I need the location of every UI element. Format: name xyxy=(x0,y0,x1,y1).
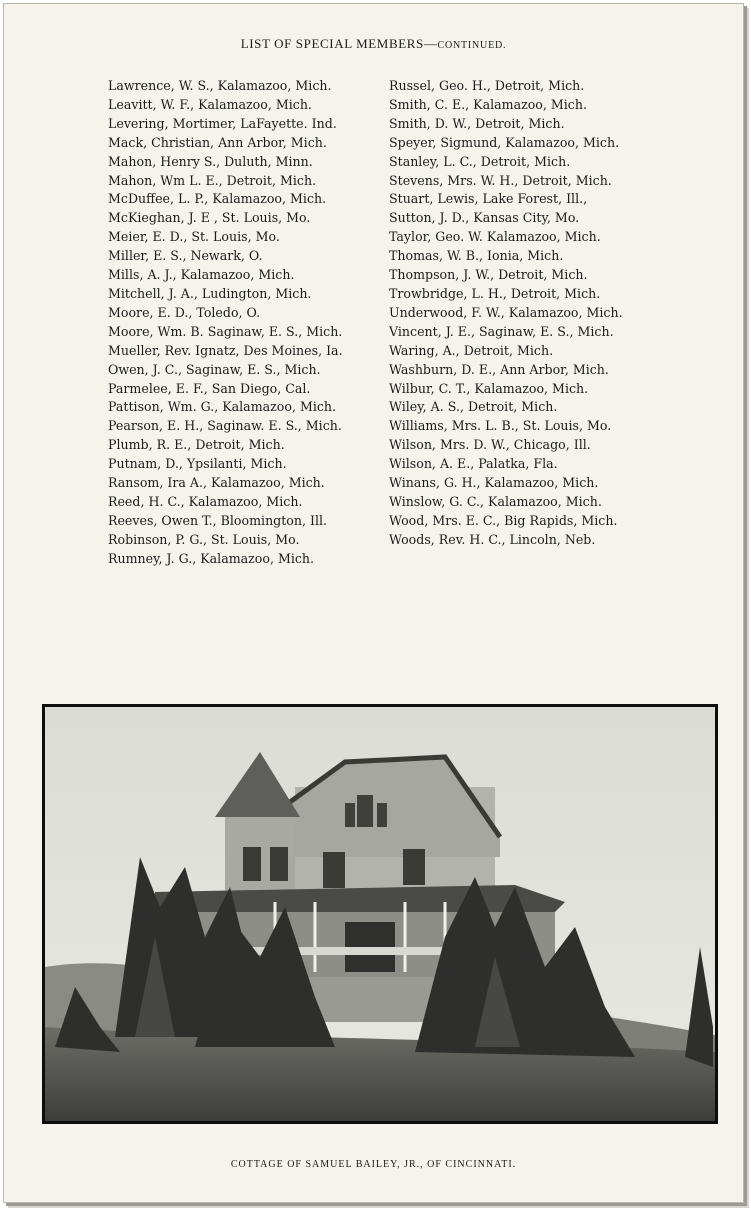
member-entry: Russel, Geo. H., Detroit, Mich. xyxy=(389,78,585,93)
member-entry: Winslow, G. C., Kalamazoo, Mich. xyxy=(389,493,602,509)
cottage-photograph xyxy=(42,704,718,1124)
member-entry: Putnam, D., Ypsilanti, Mich. xyxy=(108,456,287,472)
member-entry: McKieghan, J. E , St. Louis, Mo. xyxy=(108,210,311,226)
page-header xyxy=(4,36,743,52)
member-entry: Trowbridge, L. H., Detroit, Mich. xyxy=(389,285,601,301)
member-entry: Underwood, F. W., Kalamazoo, Mich. xyxy=(389,304,623,320)
member-entry: Owen, J. C., Saginaw, E. S., Mich. xyxy=(108,361,321,377)
member-entry: Woods, Rev. H. C., Lincoln, Neb. xyxy=(389,531,596,547)
member-entry: Ransom, Ira A., Kalamazoo, Mich. xyxy=(108,475,325,491)
member-entry: Miller, E. S., Newark, O. xyxy=(108,248,263,264)
member-entry: Winans, G. H., Kalamazoo, Mich. xyxy=(389,475,599,491)
header-title: LIST OF SPECIAL MEMBERS— xyxy=(240,36,438,51)
member-entry: McDuffee, L. P., Kalamazoo, Mich. xyxy=(108,191,327,207)
member-entry: Moore, E. D., Toledo, O. xyxy=(108,304,261,320)
member-entry: Wilson, A. E., Palatka, Fla. xyxy=(389,456,558,472)
member-entry: Levering, Mortimer, LaFayette. Ind. xyxy=(108,115,337,131)
header-continued: CONTINUED. xyxy=(437,40,507,51)
member-entry: Plumb, R. E., Detroit, Mich. xyxy=(108,437,285,453)
member-entry: Wilbur, C. T., Kalamazoo, Mich. xyxy=(389,380,589,396)
member-entry: Reed, H. C., Kalamazoo, Mich. xyxy=(108,493,303,509)
member-entry: Rumney, J. G., Kalamazoo, Mich. xyxy=(108,550,315,566)
document-page xyxy=(3,3,744,1203)
member-entry: Mills, A. J., Kalamazoo, Mich. xyxy=(108,267,295,283)
member-entry: Stuart, Lewis, Lake Forest, Ill., xyxy=(389,191,588,207)
member-entry: Washburn, D. E., Ann Arbor, Mich. xyxy=(389,361,609,377)
member-entry: Waring, A., Detroit, Mich. xyxy=(389,342,554,358)
member-entry: Meier, E. D., St. Louis, Mo. xyxy=(108,229,280,245)
member-entry: Reeves, Owen T., Bloomington, Ill. xyxy=(108,512,328,528)
member-entry: Taylor, Geo. W. Kalamazoo, Mich. xyxy=(389,229,601,245)
member-entry: Parmelee, E. F., San Diego, Cal. xyxy=(108,380,311,396)
member-entry: Pattison, Wm. G., Kalamazoo, Mich. xyxy=(108,399,337,415)
cottage-photo-image xyxy=(45,707,715,1121)
member-entry: Lawrence, W. S., Kalamazoo, Mich. xyxy=(108,78,332,93)
member-entry: Smith, D. W., Detroit, Mich. xyxy=(389,115,565,131)
member-entry: Mack, Christian, Ann Arbor, Mich. xyxy=(108,134,327,150)
member-entry: Thompson, J. W., Detroit, Mich. xyxy=(389,267,588,283)
member-entry: Stevens, Mrs. W. H., Detroit, Mich. xyxy=(389,172,612,188)
member-entry: Stanley, L. C., Detroit, Mich. xyxy=(389,153,571,169)
photo-caption: COTTAGE OF SAMUEL BAILEY, JR., OF CINCINNATI. xyxy=(230,1159,517,1170)
member-entry: Pearson, E. H., Saginaw. E. S., Mich. xyxy=(108,418,342,434)
member-entry: Vincent, J. E., Saginaw, E. S., Mich. xyxy=(389,323,614,339)
member-entry: Mueller, Rev. Ignatz, Des Moines, Ia. xyxy=(108,342,343,358)
member-entry: Robinson, P. G., St. Louis, Mo. xyxy=(108,531,300,547)
member-entry: Wilson, Mrs. D. W., Chicago, Ill. xyxy=(389,437,591,453)
member-list-right-column xyxy=(389,77,623,550)
member-entry: Wood, Mrs. E. C., Big Rapids, Mich. xyxy=(389,512,618,528)
member-entry: Mahon, Wm L. E., Detroit, Mich. xyxy=(108,172,317,188)
member-entry: Leavitt, W. F., Kalamazoo, Mich. xyxy=(108,96,312,112)
member-entry: Thomas, W. B., Ionia, Mich. xyxy=(389,248,564,264)
member-entry: Sutton, J. D., Kansas City, Mo. xyxy=(389,210,580,226)
member-entry: Speyer, Sigmund, Kalamazoo, Mich. xyxy=(389,134,620,150)
member-entry: Mitchell, J. A., Ludington, Mich. xyxy=(108,285,312,301)
member-entry: Williams, Mrs. L. B., St. Louis, Mo. xyxy=(389,418,612,434)
member-list-left-column xyxy=(108,77,343,569)
member-entry: Wiley, A. S., Detroit, Mich. xyxy=(389,399,558,415)
member-entry: Smith, C. E., Kalamazoo, Mich. xyxy=(389,96,587,112)
member-entry: Mahon, Henry S., Duluth, Minn. xyxy=(108,153,313,169)
member-entry: Moore, Wm. B. Saginaw, E. S., Mich. xyxy=(108,323,343,339)
